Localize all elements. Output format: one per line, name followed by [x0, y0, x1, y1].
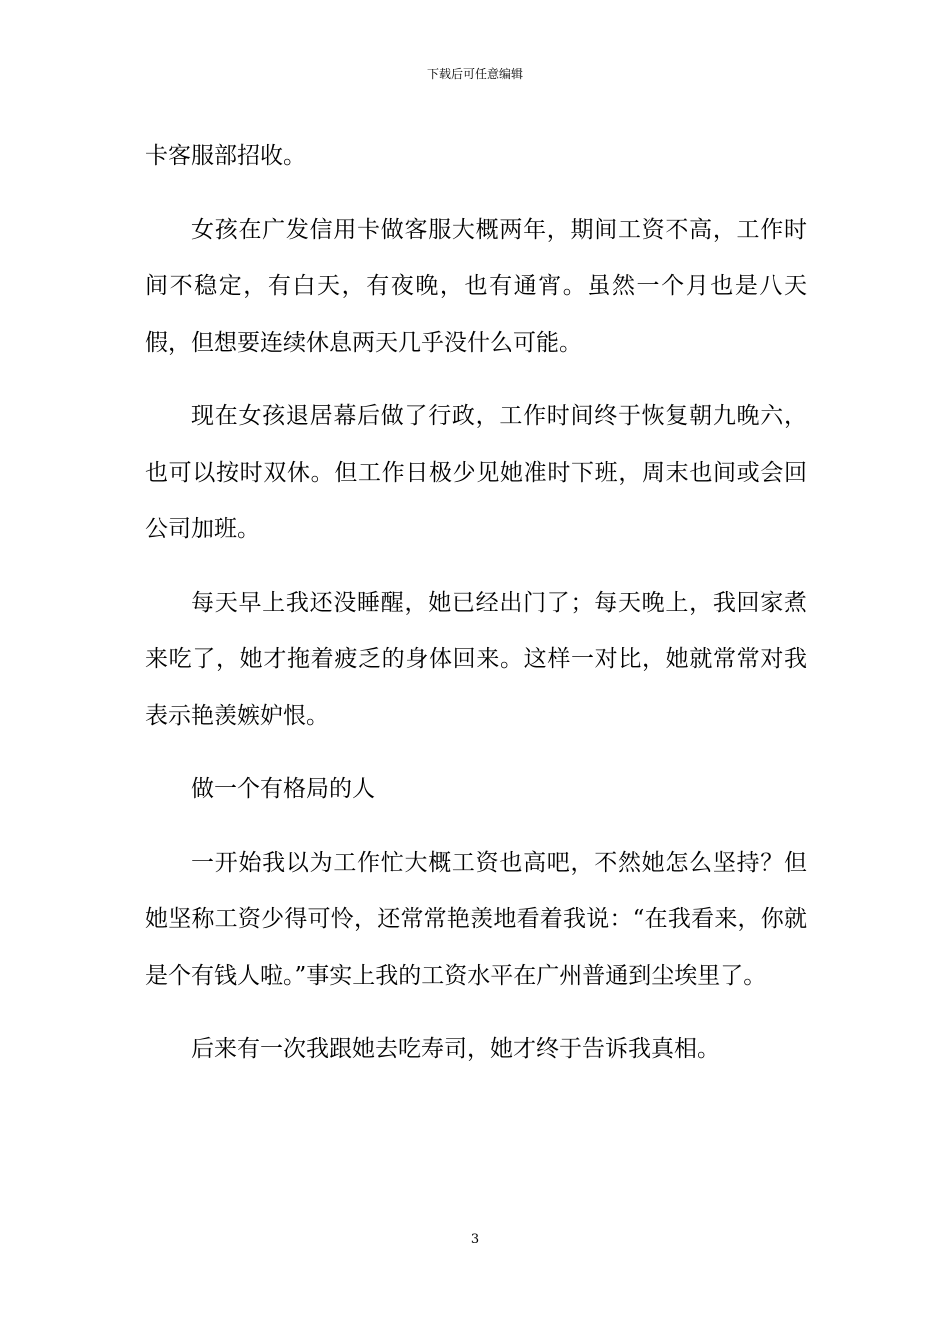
page-number: 3 [470, 1232, 480, 1247]
section-heading: 做一个有格局的人 [191, 776, 375, 802]
document-body [145, 128, 807, 1078]
paragraph-continuation: 卡客服部招收。 [145, 143, 306, 169]
paragraph: 现在女孩退居幕后做了行政，工作时间终于恢复朝九晚六，也可以按时双休。但工作日极少见她准时下班，周末也间或会回公司加班。 [145, 403, 807, 542]
paragraph: 每天早上我还没睡醒，她已经出门了；每天晚上，我回家煮来吃了，她才拖着疲乏的身体回来。这样一对比，她就常常对我表示艳羡嫉妒恨。 [145, 589, 807, 729]
page-header: 下载后可任意编辑 [426, 67, 523, 81]
paragraph: 女孩在广发信用卡做客服大概两年，期间工资不高，工作时间不稳定，有白天，有夜晚，也有通宵。虽然一个月也是八天假，但想要连续休息两天几乎没什么可能。 [145, 216, 807, 356]
paragraph: 后来有一次我跟她去吃寿司，她才终于告诉我真相。 [191, 1036, 720, 1062]
paragraph: 一开始我以为工作忙大概工资也高吧，不然她怎么坚持？但她坚称工资少得可怜，还常常艳羡地看着我说：“在我看来，你就是个有钱人啦。”事实上我的工资水平在广州普通到尘埃里了。 [145, 849, 807, 989]
